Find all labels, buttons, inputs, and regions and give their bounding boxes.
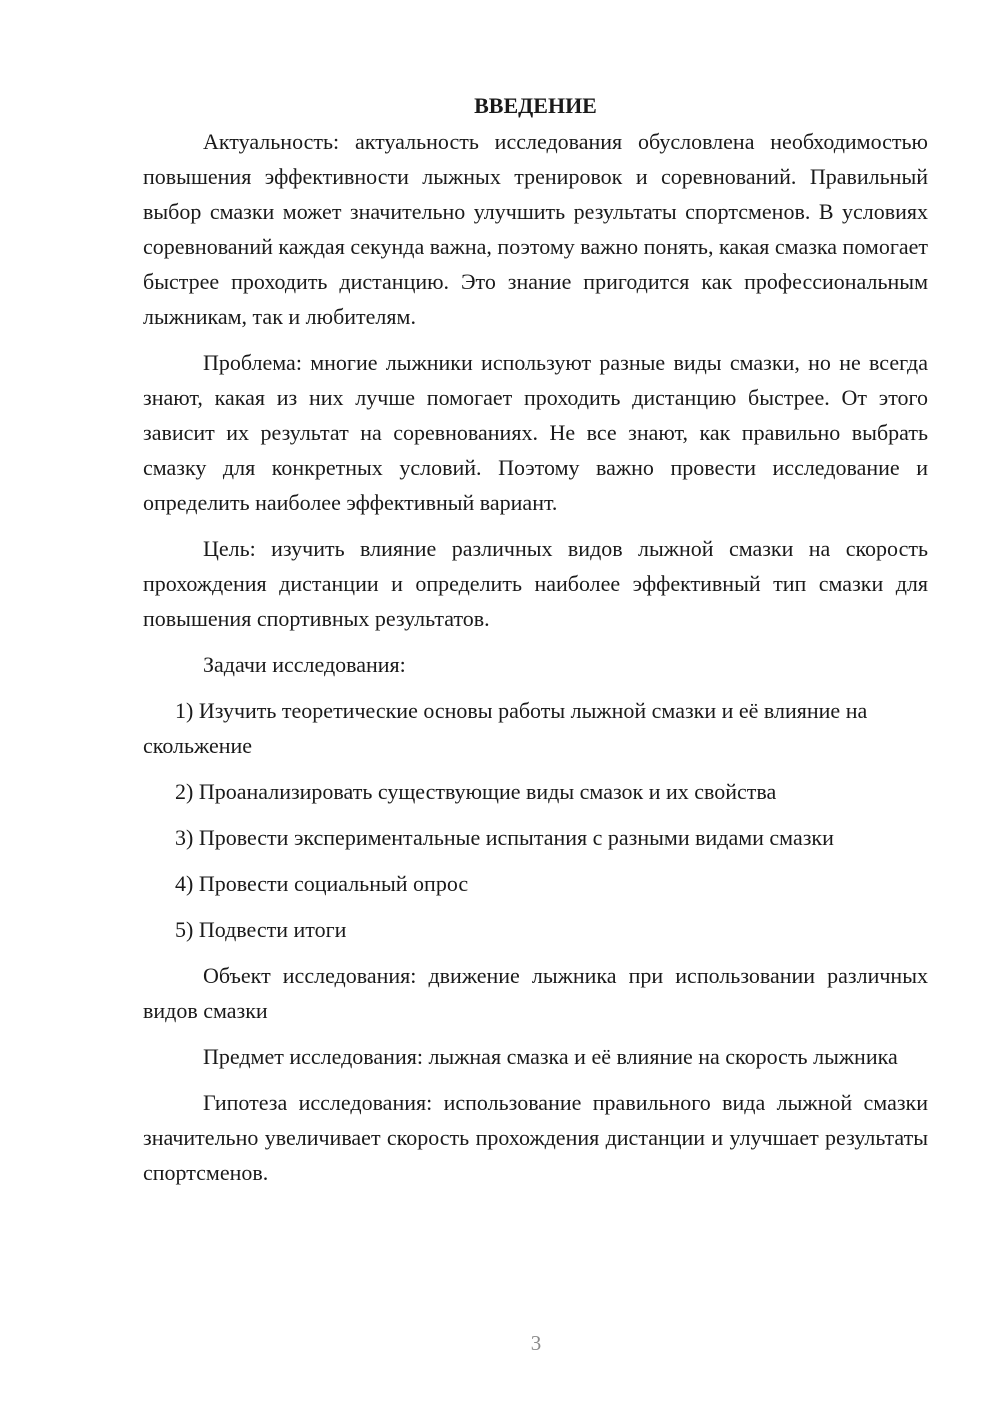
problem-paragraph: Проблема: многие лыжники используют разные виды смазки, но не всегда знают, какая из них лучше помогает проходить дистанцию быстрее. От этого зависит их результат на соревнованиях. Не все знают, как правильно выбрать смазку для конкретных условий. Поэтому важно провести исследование и определить наиболее эффективный вариант. — [143, 350, 928, 515]
hypothesis-paragraph: Гипотеза исследования: использование правильного вида лыжной смазки значительно увеличивает скорость прохождения дистанции и улучшает результаты спортсменов. — [143, 1090, 928, 1185]
page-number: 3 — [530, 1331, 542, 1355]
relevance-paragraph: Актуальность: актуальность исследования обусловлена необходимостью повышения эффективности лыжных тренировок и соревнований. Правильный выбор смазки может значительно улучшить результаты спортсменов. В условиях соревнований каждая секунда важна, поэтому важно понять, какая смазка помогает быстрее проходить дистанцию. Это знание пригодится как профессиональным лыжникам, так и любителям. — [143, 129, 928, 329]
task-item: 2) Проанализировать существующие виды смазок и их свойства — [175, 779, 777, 804]
task-item: 1) Изучить теоретические основы работы лыжной смазки и её влияние на скольжение — [143, 698, 868, 758]
task-item: 4) Провести социальный опрос — [175, 871, 469, 896]
tasks-heading: Задачи исследования: — [203, 652, 406, 677]
section-title: ВВЕДЕНИЕ — [474, 93, 597, 118]
object-paragraph: Объект исследования: движение лыжника при использовании различных видов смазки — [143, 963, 928, 1023]
document-page — [143, 88, 928, 1201]
task-item: 3) Провести экспериментальные испытания с разными видами смазки — [175, 825, 834, 850]
tasks-list — [143, 693, 928, 947]
subject-paragraph: Предмет исследования: лыжная смазка и её влияние на скорость лыжника — [203, 1044, 898, 1069]
task-item: 5) Подвести итоги — [175, 917, 347, 942]
goal-paragraph: Цель: изучить влияние различных видов лыжной смазки на скорость прохождения дистанции и определить наиболее эффективный тип смазки для повышения спортивных результатов. — [143, 536, 928, 631]
